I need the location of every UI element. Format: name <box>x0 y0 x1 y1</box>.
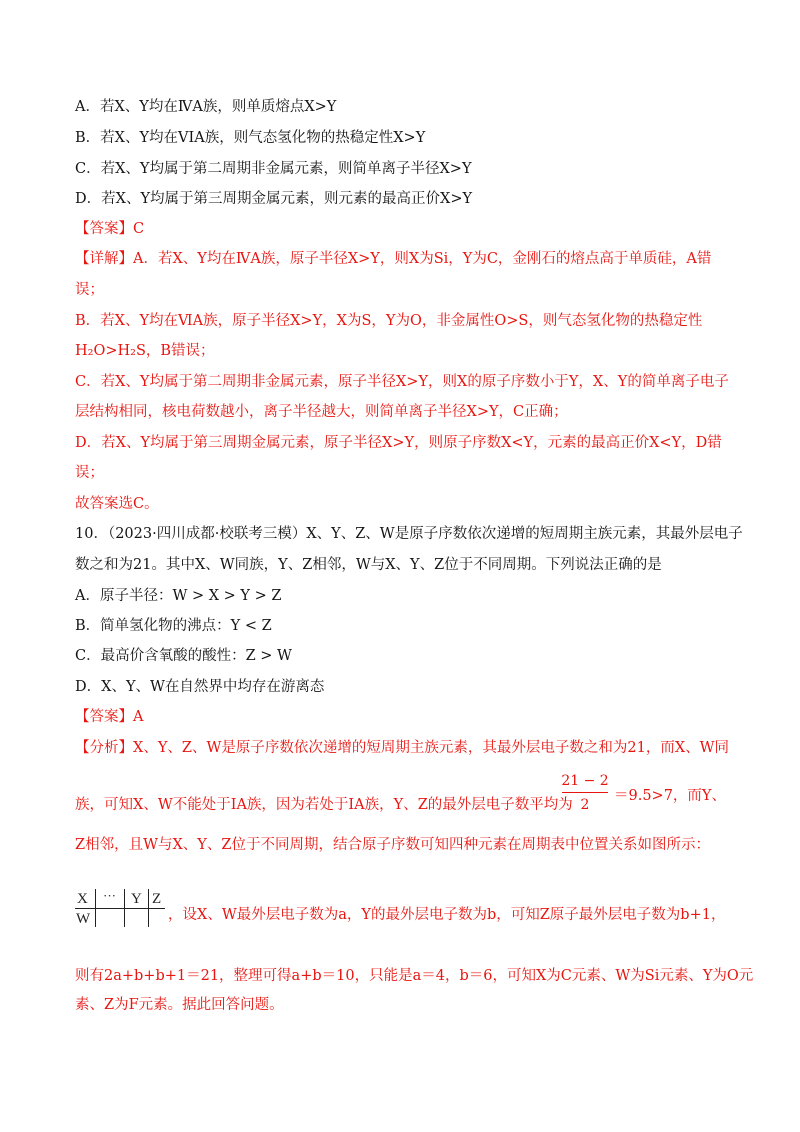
fraction-denominator: 2 <box>580 797 590 813</box>
detail-line: C．若X、Y均属于第二周期非金属元素，原子半径X>Y，则X的原子序数小于Y，X、Y的简单离子电子 <box>75 374 729 390</box>
fraction-numerator: 21 − 2 <box>561 773 609 789</box>
question-stem: 10．（2023·四川成都·校联考三模）X、Y、Z、W是原子序数依次递增的短周期主族元素，其最外层电子 <box>75 526 743 542</box>
detail-line: 误； <box>75 465 104 481</box>
fraction-bar <box>562 792 608 793</box>
option-a: A．原子半径：W > X > Y > Z <box>75 588 282 604</box>
option-d: D．X、Y、W在自然界中均存在游离态 <box>75 679 325 695</box>
table-divider <box>124 889 125 927</box>
option-b: B．若X、Y均在VIA族，则气态氢化物的热稳定性X>Y <box>75 130 426 146</box>
analysis-line: 族，可知X、W不能处于IA族，因为若处于IA族，Y、Z的最外层电子数平均为 <box>75 797 573 813</box>
question-stem: 数之和为21。其中X、W同族，Y、Z相邻，W与X、Y、Z位于不同周期。下列说法正确的是 <box>75 557 662 573</box>
analysis-line: ，设X、W最外层电子数为a，Y的最外层电子数为b，可知Z原子最外层电子数为b+1， <box>168 907 726 923</box>
analysis-line: 【分析】X、Y、Z、W是原子序数依次递增的短周期主族元素，其最外层电子数之和为21，而X、W同 <box>75 740 730 756</box>
analysis-line-tail: ＝9.5>7，而Y、 <box>614 788 727 804</box>
periodic-table-fragment <box>75 889 165 929</box>
table-rule <box>75 908 165 909</box>
analysis-line: 则有2a+b+b+1＝21，整理可得a+b＝10，只能是a＝4，b＝6，可知X为C元素、W为Si元素、Y为O元 <box>75 968 754 984</box>
detail-line: 【详解】A．若X、Y均在ⅣA族，原子半径X>Y，则X为Si，Y为C，金刚石的熔点高于单质硅，A错 <box>75 251 712 267</box>
detail-line: 误； <box>75 282 104 298</box>
detail-line: 层结构相同，核电荷数越小，离子半径越大，则简单离子半径X>Y，C正确； <box>75 404 568 420</box>
option-c: C．若X、Y均属于第二周期非金属元素，则简单离子半径X>Y <box>75 161 472 177</box>
table-cell-x: X <box>77 891 88 907</box>
analysis-line: Z相邻，且W与X、Y、Z位于不同周期，结合原子序数可知四种元素在周期表中位置关系如图所示： <box>75 837 710 853</box>
detail-line: H₂O>H₂S，B错误； <box>75 343 215 359</box>
conclusion: 故答案选C。 <box>75 496 159 512</box>
table-divider <box>148 889 149 927</box>
detail-line: B．若X、Y均在ⅥA族，原子半径X>Y，X为S，Y为O，非金属性O>S，则气态氢化物的热稳定性 <box>75 313 703 329</box>
option-d: D．若X、Y均属于第三周期金属元素，则元素的最高正价X>Y <box>75 191 473 207</box>
table-cell-y: Y <box>131 891 142 907</box>
option-c: C．最高价含氧酸的酸性：Z > W <box>75 648 292 664</box>
analysis-line: 素、Z为F元素。据此回答问题。 <box>75 997 284 1013</box>
table-cell-w: W <box>76 911 91 927</box>
detail-line: D．若X、Y均属于第三周期金属元素，原子半径X>Y，则原子序数X<Y，元素的最高正价X<Y，D错 <box>75 435 722 451</box>
option-b: B．简单氢化物的沸点：Y < Z <box>75 618 272 634</box>
answer-label: 【答案】A <box>75 709 144 725</box>
table-divider <box>95 889 96 927</box>
table-cell-z: Z <box>152 891 162 907</box>
option-a: A．若X、Y均在ⅣA族，则单质熔点X>Y <box>75 99 337 115</box>
table-cell-ellipsis: ··· <box>103 888 116 903</box>
answer-label: 【答案】C <box>75 221 145 237</box>
